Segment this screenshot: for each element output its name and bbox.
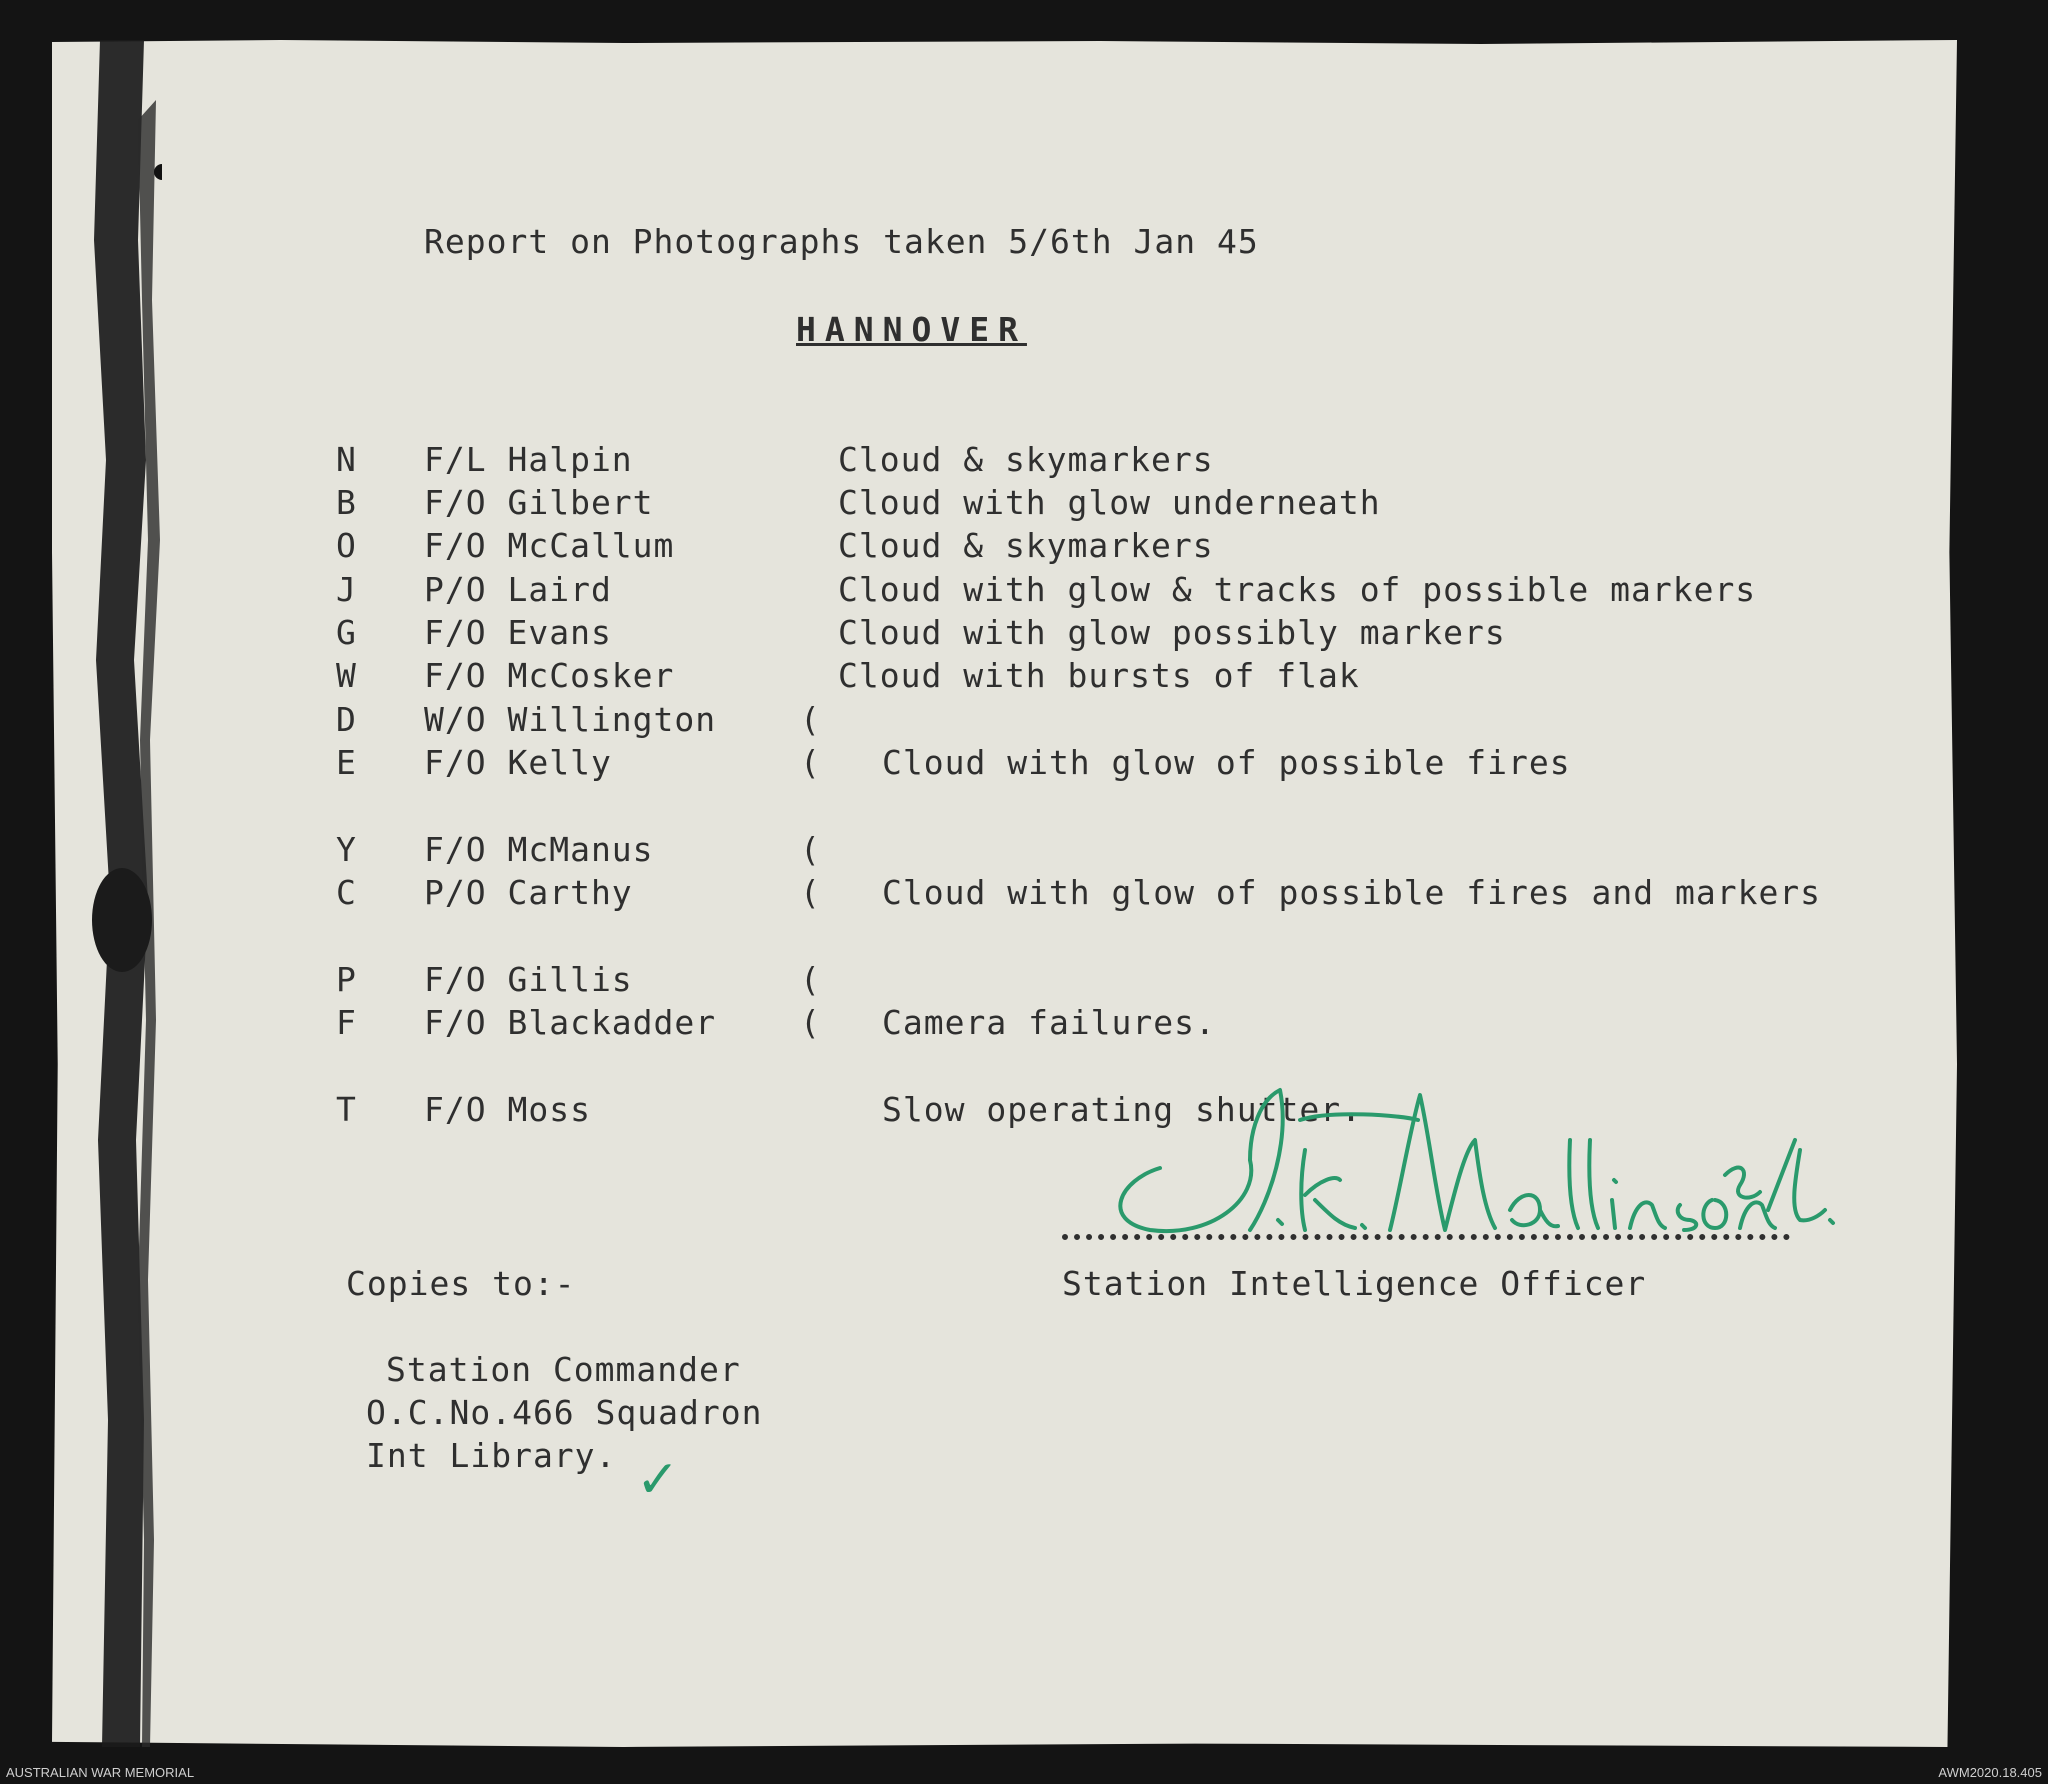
- entry-remark: Cloud with bursts of flak: [838, 656, 1360, 695]
- report-title: Report on Photographs taken 5/6th Jan 45: [424, 222, 1259, 261]
- entry-letter: D: [336, 700, 357, 739]
- entry-letter: O: [336, 526, 357, 565]
- entry-name: P/O Laird: [424, 570, 612, 609]
- entry-name: W/O Willington: [424, 700, 717, 739]
- bracket: (: [800, 830, 820, 869]
- copies-item: Station Commander: [386, 1350, 741, 1389]
- entry-remark: Slow operating shutter.: [882, 1090, 1362, 1129]
- check-mark-icon: ✓: [636, 1450, 681, 1510]
- entry-letter: N: [336, 440, 357, 479]
- entry-remark: Cloud with glow underneath: [838, 483, 1381, 522]
- signatory-title: Station Intelligence Officer: [1062, 1264, 1647, 1303]
- entry-letter: F: [336, 1003, 357, 1042]
- entry-name: P/O Carthy: [424, 873, 633, 912]
- entry-letter: P: [336, 960, 357, 999]
- entry-name: F/O Gilbert: [424, 483, 654, 522]
- entry-name: F/O Evans: [424, 613, 612, 652]
- entry-letter: T: [336, 1090, 357, 1129]
- entry-name: F/O McManus: [424, 830, 654, 869]
- entry-remark: Cloud & skymarkers: [838, 526, 1214, 565]
- footer-right: AWM2020.18.405: [1938, 1765, 2042, 1780]
- entry-letter: W: [336, 656, 357, 695]
- target-heading: HANNOVER: [796, 310, 1027, 349]
- bracket: (: [800, 743, 820, 782]
- entry-letter: C: [336, 873, 357, 912]
- binding-strip: [52, 40, 162, 1747]
- footer-left: AUSTRALIAN WAR MEMORIAL: [6, 1765, 195, 1780]
- bracket: (: [800, 1003, 820, 1042]
- entry-name: F/L Halpin: [424, 440, 633, 479]
- entry-name: F/O McCosker: [424, 656, 675, 695]
- handwritten-signature: [1100, 1080, 1840, 1250]
- copies-label: Copies to:-: [346, 1264, 576, 1303]
- group-remark: Camera failures.: [882, 1003, 1216, 1042]
- entry-letter: Y: [336, 830, 357, 869]
- entry-letter: E: [336, 743, 357, 782]
- entry-name: F/O Kelly: [424, 743, 612, 782]
- entry-remark: Cloud & skymarkers: [838, 440, 1214, 479]
- bracket: (: [800, 873, 820, 912]
- entry-name: F/O Moss: [424, 1090, 591, 1129]
- group-remark: Cloud with glow of possible fires: [882, 743, 1571, 782]
- entry-letter: J: [336, 570, 357, 609]
- entry-letter: B: [336, 483, 357, 522]
- entry-letter: G: [336, 613, 357, 652]
- copies-item: Int Library.: [366, 1436, 617, 1475]
- group-remark: Cloud with glow of possible fires and markers: [882, 873, 1822, 912]
- entry-name: F/O Blackadder: [424, 1003, 717, 1042]
- entry-remark: Cloud with glow possibly markers: [838, 613, 1506, 652]
- entry-name: F/O Gillis: [424, 960, 633, 999]
- entry-remark: Cloud with glow & tracks of possible markers: [838, 570, 1757, 609]
- entry-name: F/O McCallum: [424, 526, 675, 565]
- bracket: (: [800, 960, 820, 999]
- copies-item: O.C.No.466 Squadron: [366, 1393, 763, 1432]
- bracket: (: [800, 700, 820, 739]
- signature-line: [1062, 1234, 1790, 1240]
